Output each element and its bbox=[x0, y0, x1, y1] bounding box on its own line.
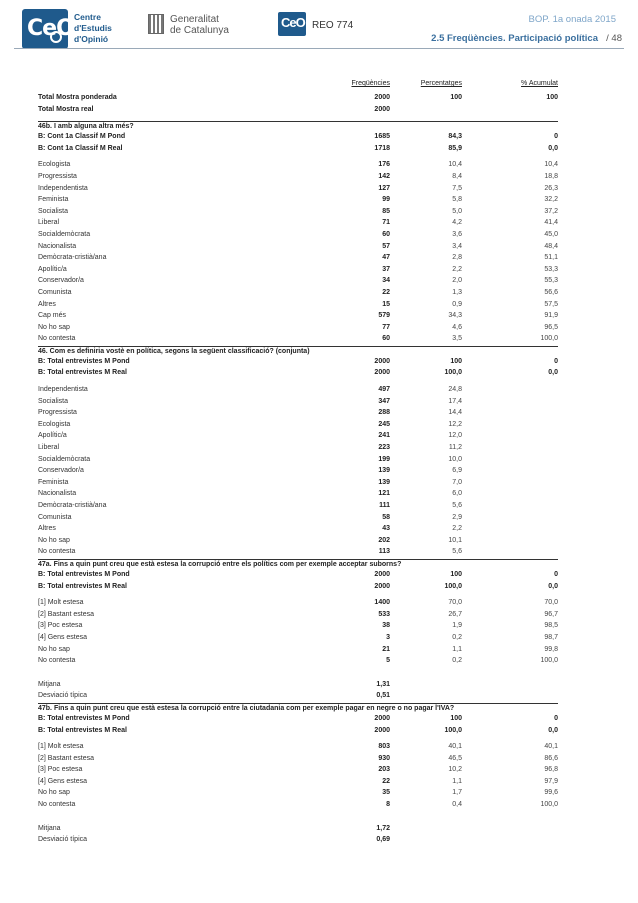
table-row bbox=[38, 834, 558, 846]
row-pct: 26,7 bbox=[448, 610, 462, 618]
table-row bbox=[38, 512, 558, 524]
row-label: Liberal bbox=[38, 219, 60, 227]
generalitat-emblem-icon bbox=[148, 14, 164, 34]
row-freq: 288 bbox=[378, 409, 390, 417]
row-freq: 2000 bbox=[374, 582, 390, 590]
row-freq: 71 bbox=[382, 219, 390, 227]
row-label: Progressista bbox=[38, 172, 77, 180]
frequency-table bbox=[38, 80, 558, 846]
question-title: 47b. Fins a quin punt creu que està estesa la corrupció entre la ciutadania com per exemple pagar en negre o no pagar l'IVA? bbox=[38, 703, 558, 713]
row-label: No contesta bbox=[38, 801, 76, 809]
row-pct: 4,6 bbox=[452, 323, 462, 331]
row-freq: 60 bbox=[382, 335, 390, 343]
row-pct: 0,2 bbox=[452, 657, 462, 665]
table-row bbox=[38, 546, 558, 558]
row-acum: 41,4 bbox=[544, 219, 558, 227]
row-pct: 3,4 bbox=[452, 242, 462, 250]
row-freq: 22 bbox=[382, 777, 390, 785]
section-title: 2.5 Freqüències. Participació política bbox=[431, 33, 598, 44]
generalitat-name-line-2: de Catalunya bbox=[170, 25, 229, 36]
row-label: [1] Molt estesa bbox=[38, 599, 84, 607]
row-freq: 121 bbox=[378, 490, 390, 498]
row-freq: 34 bbox=[382, 277, 390, 285]
row-freq: 803 bbox=[378, 743, 390, 751]
row-label: Cap més bbox=[38, 312, 67, 320]
table-row bbox=[38, 241, 558, 253]
question-title: 46. Com es definiria vostè en política, segons la següent classificació? (conjunta) bbox=[38, 346, 558, 356]
row-pct: 2,8 bbox=[452, 254, 462, 262]
row-acum: 0 bbox=[554, 570, 558, 578]
row-freq: 37 bbox=[382, 265, 390, 273]
row-pct: 70,0 bbox=[448, 599, 462, 607]
page-number: / 48 bbox=[606, 33, 622, 44]
column-headers bbox=[38, 80, 558, 92]
row-pct: 3,6 bbox=[452, 230, 462, 238]
table-row bbox=[38, 356, 558, 368]
row-freq: 579 bbox=[378, 312, 390, 320]
row-acum: 10,4 bbox=[544, 161, 558, 169]
generalitat-name bbox=[170, 14, 229, 36]
row-pct: 5,8 bbox=[452, 196, 462, 204]
row-label: Conservador/a bbox=[38, 277, 84, 285]
row-acum: 55,3 bbox=[544, 277, 558, 285]
row-freq: 43 bbox=[382, 525, 390, 533]
row-pct: 84,3 bbox=[448, 133, 462, 141]
row-label: Total Mostra ponderada bbox=[38, 94, 117, 101]
table-row bbox=[38, 299, 558, 311]
row-label: Socialista bbox=[38, 397, 68, 405]
row-label: Comunista bbox=[38, 513, 72, 521]
row-acum: 98,7 bbox=[544, 633, 558, 641]
row-pct: 4,2 bbox=[452, 219, 462, 227]
row-freq: 3 bbox=[386, 633, 390, 641]
row-label: B: Total entrevistes M Pond bbox=[38, 714, 130, 722]
row-acum: 53,3 bbox=[544, 265, 558, 273]
table-row bbox=[38, 275, 558, 287]
table-row bbox=[38, 644, 558, 656]
table-row bbox=[38, 620, 558, 632]
row-label: B: Total entrevistes M Pond bbox=[38, 357, 130, 365]
table-row bbox=[38, 787, 558, 799]
row-pct: 100 bbox=[450, 357, 462, 365]
row-acum: 99,6 bbox=[544, 789, 558, 797]
row-label: Altres bbox=[38, 300, 56, 308]
row-freq: 127 bbox=[378, 184, 390, 192]
row-freq: 85 bbox=[382, 207, 390, 215]
table-row bbox=[38, 333, 558, 345]
row-freq: 60 bbox=[382, 230, 390, 238]
row-label: [2] Bastant estesa bbox=[38, 610, 95, 618]
row-freq: 139 bbox=[378, 467, 390, 475]
ceo-name-line-3: d'Opinió bbox=[74, 34, 109, 44]
row-freq: 5 bbox=[386, 657, 390, 665]
table-row bbox=[38, 776, 558, 788]
row-freq: 2000 bbox=[374, 369, 390, 377]
row-pct: 5,0 bbox=[452, 207, 462, 215]
row-pct: 100 bbox=[450, 714, 462, 722]
table-row bbox=[38, 442, 558, 454]
table-row bbox=[38, 725, 558, 737]
row-pct: 2,9 bbox=[452, 513, 462, 521]
row-freq: 2000 bbox=[374, 94, 390, 101]
table-row bbox=[38, 690, 558, 702]
table-row bbox=[38, 407, 558, 419]
row-label: B: Total entrevistes M Real bbox=[38, 369, 127, 377]
table-row bbox=[38, 206, 558, 218]
table-row bbox=[38, 581, 558, 593]
row-freq: 1685 bbox=[374, 133, 390, 141]
row-acum: 45,0 bbox=[544, 230, 558, 238]
row-acum: 91,9 bbox=[544, 312, 558, 320]
table-row bbox=[38, 183, 558, 195]
row-freq: 38 bbox=[382, 622, 390, 630]
row-acum: 26,3 bbox=[544, 184, 558, 192]
table-row bbox=[38, 454, 558, 466]
row-freq: 1718 bbox=[374, 144, 390, 152]
row-pct: 2,2 bbox=[452, 525, 462, 533]
row-freq: 2000 bbox=[374, 714, 390, 722]
row-label: Conservador/a bbox=[38, 467, 84, 475]
row-pct: 6,0 bbox=[452, 490, 462, 498]
row-freq: 58 bbox=[382, 513, 390, 521]
table-row bbox=[38, 322, 558, 334]
row-acum: 100,0 bbox=[540, 801, 558, 809]
row-acum: 32,2 bbox=[544, 196, 558, 204]
row-label: Nacionalista bbox=[38, 242, 77, 250]
row-label: Socialdemòcrata bbox=[38, 230, 91, 238]
reo-logo-text: CeO bbox=[281, 15, 305, 30]
table-row bbox=[38, 419, 558, 431]
row-pct: 8,4 bbox=[452, 172, 462, 180]
row-freq: 223 bbox=[378, 444, 390, 452]
row-pct: 0,9 bbox=[452, 300, 462, 308]
row-freq: 1,31 bbox=[376, 680, 390, 688]
row-label: Mitjana bbox=[38, 680, 61, 688]
row-pct: 1,9 bbox=[452, 622, 462, 630]
row-label: Demòcrata-cristià/ana bbox=[38, 254, 107, 262]
row-label: Ecologista bbox=[38, 420, 71, 428]
row-acum: 0,0 bbox=[548, 726, 558, 734]
row-label: Independentista bbox=[38, 386, 88, 394]
row-label: B: Total entrevistes M Real bbox=[38, 726, 127, 734]
table-row bbox=[38, 396, 558, 408]
table-body bbox=[38, 92, 558, 846]
ceo-name-line-1: Centre bbox=[74, 12, 101, 22]
table-row bbox=[38, 799, 558, 811]
table-row bbox=[38, 569, 558, 581]
row-label: [1] Molt estesa bbox=[38, 743, 84, 751]
table-row bbox=[38, 523, 558, 535]
row-freq: 199 bbox=[378, 455, 390, 463]
row-freq: 202 bbox=[378, 536, 390, 544]
row-pct: 24,8 bbox=[448, 386, 462, 394]
row-acum: 51,1 bbox=[544, 254, 558, 262]
table-row bbox=[38, 535, 558, 547]
row-acum: 100,0 bbox=[540, 335, 558, 343]
table-row bbox=[38, 229, 558, 241]
row-label: Ecologista bbox=[38, 161, 71, 169]
row-freq: 0,69 bbox=[376, 836, 390, 844]
table-row bbox=[38, 477, 558, 489]
row-label: Desviació típica bbox=[38, 692, 88, 700]
row-acum: 0,0 bbox=[548, 144, 558, 152]
row-label: No contesta bbox=[38, 657, 76, 665]
row-label: [3] Poc estesa bbox=[38, 766, 83, 774]
table-row bbox=[38, 632, 558, 644]
row-label: Total Mostra real bbox=[38, 105, 94, 113]
reo-label: REO 774 bbox=[312, 20, 354, 31]
row-freq: 2000 bbox=[374, 105, 390, 113]
row-pct: 10,4 bbox=[448, 161, 462, 169]
row-freq: 139 bbox=[378, 478, 390, 486]
row-label: [3] Poc estesa bbox=[38, 622, 83, 630]
row-acum: 96,8 bbox=[544, 766, 558, 774]
row-pct: 46,5 bbox=[448, 754, 462, 762]
ceo-name bbox=[74, 12, 112, 45]
row-pct: 2,2 bbox=[452, 265, 462, 273]
row-label: No contesta bbox=[38, 335, 76, 343]
row-acum: 18,8 bbox=[544, 172, 558, 180]
spacer bbox=[38, 811, 558, 823]
row-label: No ho sap bbox=[38, 323, 70, 331]
table-row bbox=[38, 488, 558, 500]
row-pct: 1,7 bbox=[452, 789, 462, 797]
table-row bbox=[38, 252, 558, 264]
row-freq: 0,51 bbox=[376, 692, 390, 700]
row-pct: 11,2 bbox=[448, 444, 462, 452]
table-row bbox=[38, 92, 558, 104]
row-freq: 2000 bbox=[374, 570, 390, 578]
row-label: No contesta bbox=[38, 548, 76, 556]
row-freq: 2000 bbox=[374, 726, 390, 734]
table-row bbox=[38, 465, 558, 477]
row-acum: 0 bbox=[554, 133, 558, 141]
row-pct: 0,2 bbox=[452, 633, 462, 641]
row-pct: 12,2 bbox=[448, 420, 462, 428]
row-freq: 111 bbox=[379, 502, 390, 509]
row-label: Independentista bbox=[38, 184, 88, 192]
table-row bbox=[38, 655, 558, 667]
row-label: Nacionalista bbox=[38, 490, 77, 498]
row-label: Apolític/a bbox=[38, 265, 67, 273]
row-label: B: Cont 1a Classif M Real bbox=[38, 144, 123, 152]
row-freq: 15 bbox=[382, 300, 390, 308]
row-pct: 14,4 bbox=[448, 409, 462, 417]
row-label: No ho sap bbox=[38, 789, 70, 797]
row-freq: 2000 bbox=[374, 357, 390, 365]
table-row bbox=[38, 679, 558, 691]
row-freq: 22 bbox=[382, 288, 390, 296]
table-row bbox=[38, 713, 558, 725]
row-freq: 241 bbox=[378, 432, 390, 440]
table-row bbox=[38, 194, 558, 206]
table-row bbox=[38, 171, 558, 183]
row-pct: 1,1 bbox=[452, 645, 462, 653]
table-row bbox=[38, 287, 558, 299]
row-label: Demòcrata-cristià/ana bbox=[38, 502, 107, 509]
row-pct: 17,4 bbox=[448, 397, 462, 405]
table-row bbox=[38, 367, 558, 379]
row-pct: 5,6 bbox=[452, 502, 462, 509]
header-divider bbox=[14, 48, 624, 49]
table-row bbox=[38, 500, 558, 512]
row-acum: 96,7 bbox=[544, 610, 558, 618]
survey-wave: BOP. 1a onada 2015 bbox=[528, 14, 616, 25]
row-pct: 100,0 bbox=[444, 369, 462, 377]
row-pct: 0,4 bbox=[452, 801, 462, 809]
row-label: No ho sap bbox=[38, 536, 70, 544]
reo-logo-icon bbox=[278, 12, 306, 36]
row-label: Desviació típica bbox=[38, 836, 88, 844]
row-freq: 347 bbox=[378, 397, 390, 405]
row-acum: 70,0 bbox=[544, 599, 558, 607]
row-acum: 48,4 bbox=[544, 242, 558, 250]
row-label: [2] Bastant estesa bbox=[38, 754, 95, 762]
generalitat-name-line-1: Generalitat bbox=[170, 14, 219, 25]
row-pct: 10,2 bbox=[448, 766, 462, 774]
row-pct: 34,3 bbox=[448, 312, 462, 320]
ceo-name-line-2: d'Estudis bbox=[74, 23, 112, 33]
row-acum: 97,9 bbox=[544, 777, 558, 785]
row-freq: 57 bbox=[382, 242, 390, 250]
row-pct: 85,9 bbox=[448, 144, 462, 152]
row-acum: 57,5 bbox=[544, 300, 558, 308]
table-row bbox=[38, 131, 558, 143]
table-row bbox=[38, 741, 558, 753]
table-row bbox=[38, 764, 558, 776]
row-acum: 96,5 bbox=[544, 323, 558, 331]
row-label: Feminista bbox=[38, 478, 69, 486]
table-row bbox=[38, 609, 558, 621]
table-row bbox=[38, 104, 558, 116]
row-freq: 930 bbox=[378, 754, 390, 762]
row-freq: 21 bbox=[382, 645, 390, 653]
row-freq: 533 bbox=[378, 610, 390, 618]
spacer bbox=[38, 667, 558, 679]
table-row bbox=[38, 430, 558, 442]
table-row bbox=[38, 264, 558, 276]
row-acum: 37,2 bbox=[544, 207, 558, 215]
col-acum-header: % Acumulat bbox=[521, 80, 558, 87]
row-acum: 0 bbox=[554, 357, 558, 365]
ceo-logo-text: CeO bbox=[27, 16, 74, 41]
row-acum: 86,6 bbox=[544, 754, 558, 762]
question-title: 47a. Fins a quin punt creu que està estesa la corrupció entre els polítics com per exemple acceptar suborns? bbox=[38, 559, 558, 569]
row-pct: 7,5 bbox=[452, 184, 462, 192]
row-freq: 47 bbox=[382, 254, 390, 262]
ceo-logo-icon bbox=[22, 9, 74, 49]
table-row bbox=[38, 217, 558, 229]
row-pct: 1,1 bbox=[452, 777, 462, 785]
spacer bbox=[38, 115, 558, 120]
table-row bbox=[38, 159, 558, 171]
row-acum: 98,5 bbox=[544, 622, 558, 630]
row-pct: 2,0 bbox=[452, 277, 462, 285]
row-freq: 35 bbox=[382, 789, 390, 797]
row-pct: 3,5 bbox=[452, 335, 462, 343]
row-label: Apolític/a bbox=[38, 432, 67, 440]
row-label: Progressista bbox=[38, 409, 77, 417]
row-label: Feminista bbox=[38, 196, 69, 204]
logo-ring-icon bbox=[50, 31, 62, 43]
row-freq: 113 bbox=[378, 548, 390, 556]
table-row bbox=[38, 384, 558, 396]
row-acum: 56,6 bbox=[544, 288, 558, 296]
row-pct: 100 bbox=[450, 94, 462, 101]
row-freq: 77 bbox=[382, 323, 390, 331]
table-row bbox=[38, 597, 558, 609]
row-acum: 100,0 bbox=[540, 657, 558, 665]
table-row bbox=[38, 310, 558, 322]
row-freq: 497 bbox=[378, 386, 390, 394]
row-freq: 99 bbox=[382, 196, 390, 204]
row-freq: 1400 bbox=[374, 599, 390, 607]
col-pct-header: Percentatges bbox=[420, 80, 462, 87]
row-label: Socialista bbox=[38, 207, 68, 215]
row-label: B: Cont 1a Classif M Pond bbox=[38, 133, 126, 141]
row-pct: 100,0 bbox=[444, 582, 462, 590]
row-pct: 5,6 bbox=[452, 548, 462, 556]
row-freq: 142 bbox=[378, 172, 390, 180]
table-row bbox=[38, 823, 558, 835]
row-label: [4] Gens estesa bbox=[38, 633, 88, 641]
row-freq: 203 bbox=[378, 766, 390, 774]
page-header bbox=[0, 0, 638, 60]
row-pct: 10,1 bbox=[448, 536, 462, 544]
row-label: B: Total entrevistes M Real bbox=[38, 582, 127, 590]
row-label: Mitjana bbox=[38, 824, 61, 832]
row-pct: 12,0 bbox=[448, 432, 462, 440]
question-title: 46b. I amb alguna altra més? bbox=[38, 121, 558, 131]
row-label: Comunista bbox=[38, 288, 72, 296]
row-pct: 10,0 bbox=[448, 455, 462, 463]
row-freq: 176 bbox=[378, 161, 390, 169]
row-freq: 8 bbox=[386, 801, 390, 809]
row-label: Socialdemòcrata bbox=[38, 455, 91, 463]
row-acum: 0,0 bbox=[548, 582, 558, 590]
row-freq: 1,72 bbox=[376, 824, 390, 832]
row-label: Liberal bbox=[38, 444, 60, 452]
row-acum: 0 bbox=[554, 714, 558, 722]
row-label: B: Total entrevistes M Pond bbox=[38, 570, 130, 578]
row-pct: 40,1 bbox=[448, 743, 462, 751]
row-acum: 40,1 bbox=[544, 743, 558, 751]
row-pct: 6,9 bbox=[452, 467, 462, 475]
table-row bbox=[38, 753, 558, 765]
row-acum: 99,8 bbox=[544, 645, 558, 653]
row-acum: 0,0 bbox=[548, 369, 558, 377]
row-freq: 245 bbox=[378, 420, 390, 428]
row-label: No ho sap bbox=[38, 645, 70, 653]
row-pct: 1,3 bbox=[452, 288, 462, 296]
table-row bbox=[38, 143, 558, 155]
row-pct: 7,0 bbox=[452, 478, 462, 486]
row-pct: 100,0 bbox=[444, 726, 462, 734]
row-pct: 100 bbox=[450, 570, 462, 578]
row-label: Altres bbox=[38, 525, 56, 533]
row-label: [4] Gens estesa bbox=[38, 777, 88, 785]
col-freq-header: Freqüències bbox=[351, 80, 390, 87]
row-acum: 100 bbox=[546, 94, 558, 101]
